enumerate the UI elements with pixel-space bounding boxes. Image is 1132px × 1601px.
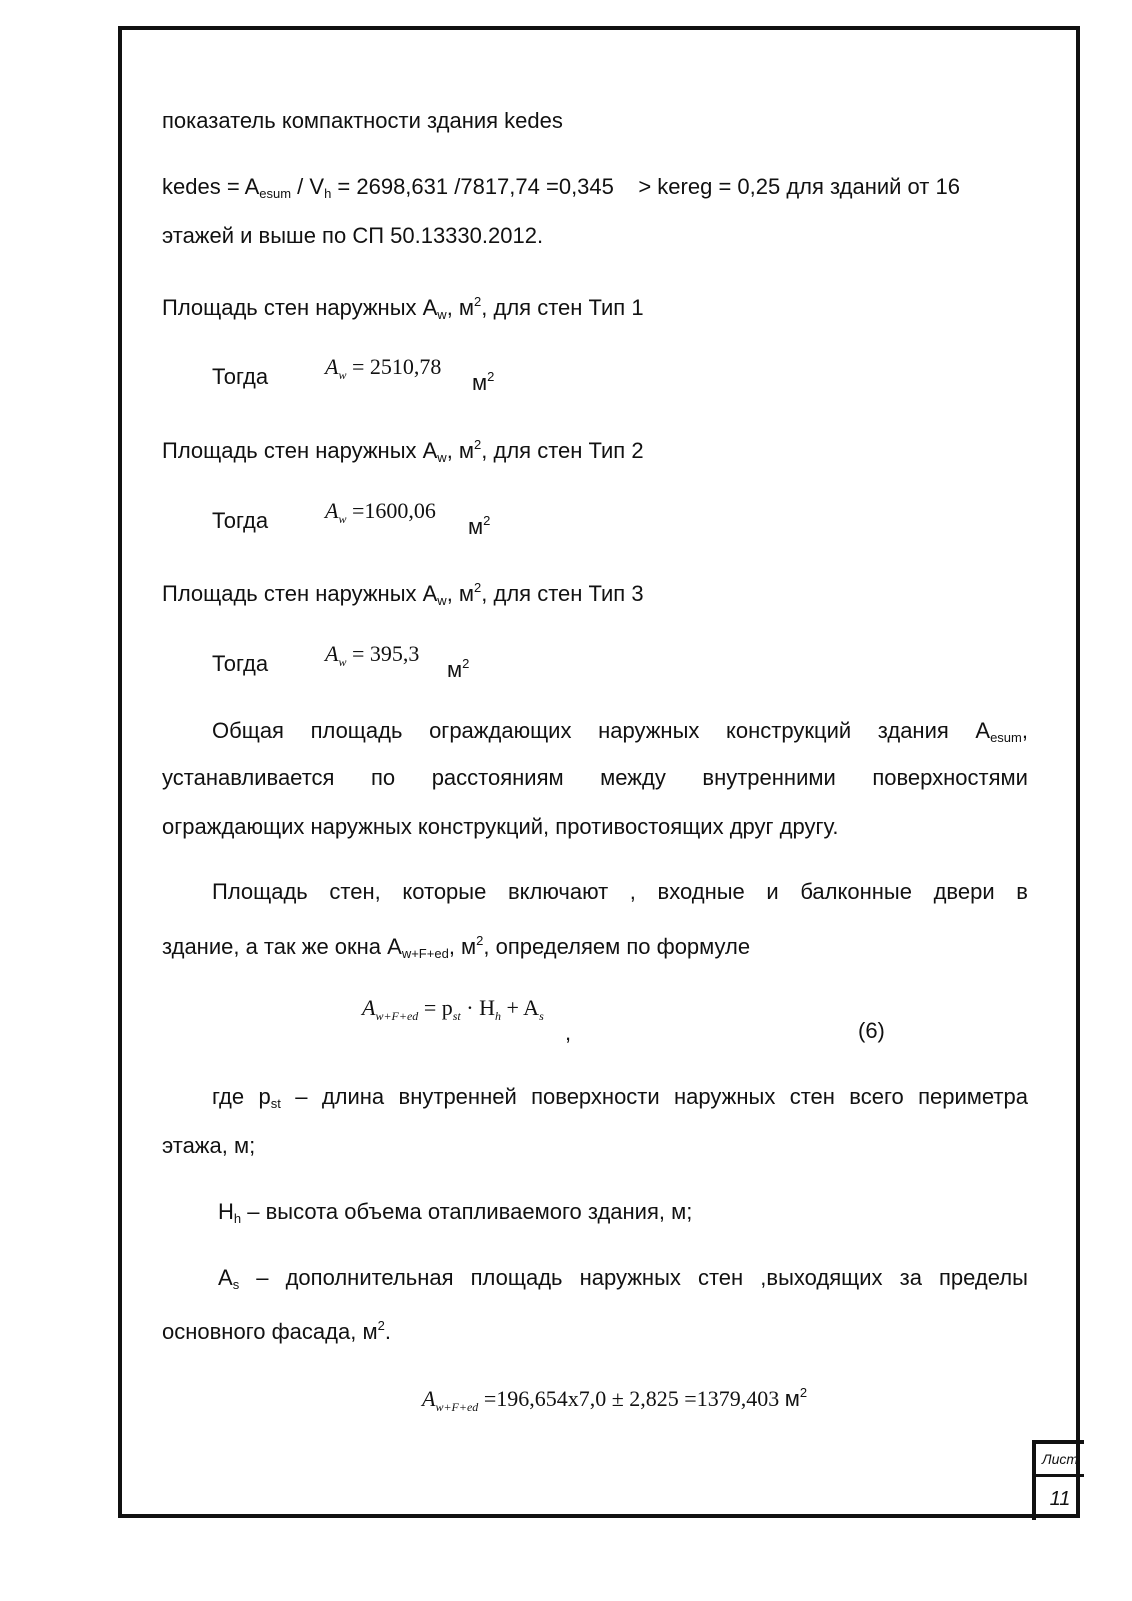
where-pst-line2: этажа, м;	[162, 1133, 256, 1158]
formula-number: (6)	[858, 1018, 885, 1043]
wall-area-unit-type1: $м^2$	[472, 369, 495, 395]
kedes-formula-line: kedes = $A_{esum} / V_h = 2698,631$ /7817,74 =0,345 > kereg = 0,25 для зданий от 16	[162, 174, 960, 201]
wall-area-then-type1: Тогда	[212, 364, 269, 389]
wall-area-then-type2: Тогда	[212, 508, 269, 533]
where-as-line2: основного фасада, $м^2$.	[162, 1318, 391, 1344]
sheet-stamp	[1032, 1440, 1084, 1520]
general-area-line2: устанавливается по расстояниям между внутренними поверхностями	[162, 765, 1028, 790]
wall-area-label-type3: Площадь стен наружных $A_w$, $м^2$, для стен Тип 3	[162, 580, 644, 608]
wall-area-formula-type3: $A_w = 395,3$	[325, 641, 420, 669]
formula-6: $A_{w+F+ed} = p_{st} \cdot H_h + A_s$	[362, 995, 544, 1023]
result-formula: $A_{w+F+ed} =196,654x7,0 \pm 2,825 =1379,403$ $м^2$	[422, 1385, 808, 1414]
wall-area-label-type1: Площадь стен наружных $A_w$, $м^2$, для стен Тип 1	[162, 294, 644, 322]
wall-area-formula-type1: $A_w = 2510,78$	[325, 354, 442, 382]
kedes-formula-line2: этажей и выше по СП 50.13330.2012.	[162, 223, 544, 248]
formula-6-comma: ,	[565, 1020, 572, 1045]
compactness-intro: показатель компактности здания kedes	[162, 108, 563, 133]
wall-area-label-type2: Площадь стен наружных $A_w$, $м^2$, для стен Тип 2	[162, 437, 644, 465]
sheet-number: 11	[1049, 1488, 1071, 1510]
wall-area-formula-type2: $A_w =1600,06$	[325, 498, 436, 526]
wall-area-unit-type3: $м^2$	[447, 656, 470, 682]
wall-area-unit-type2: $м^2$	[468, 513, 491, 539]
general-area-line3: ограждающих наружных конструкций, противостоящих друг другу.	[162, 814, 839, 839]
where-pst-line1: где $p_{st}$ – длина внутренней поверхности наружных стен всего периметра	[212, 1084, 1028, 1111]
wall-area-then-type3: Тогда	[212, 651, 269, 676]
where-hh-line: $H_h$ – высота объема отапливаемого здания, м;	[218, 1199, 693, 1226]
where-as-line1: $A_s$ – дополнительная площадь наружных стен ,выходящих за пределы	[218, 1265, 1028, 1292]
walls-incl-line1: Площадь стен, которые включают , входные и балконные двери в	[212, 879, 1028, 904]
walls-incl-line2: здание, а так же окна $A_{w+F+ed}$, $м^2$, определяем по формуле	[162, 933, 751, 961]
sheet-label: Лист	[1036, 1444, 1084, 1477]
general-area-line1: Общая площадь ограждающих наружных конструкций здания $A_{esum}$,	[212, 718, 1028, 745]
